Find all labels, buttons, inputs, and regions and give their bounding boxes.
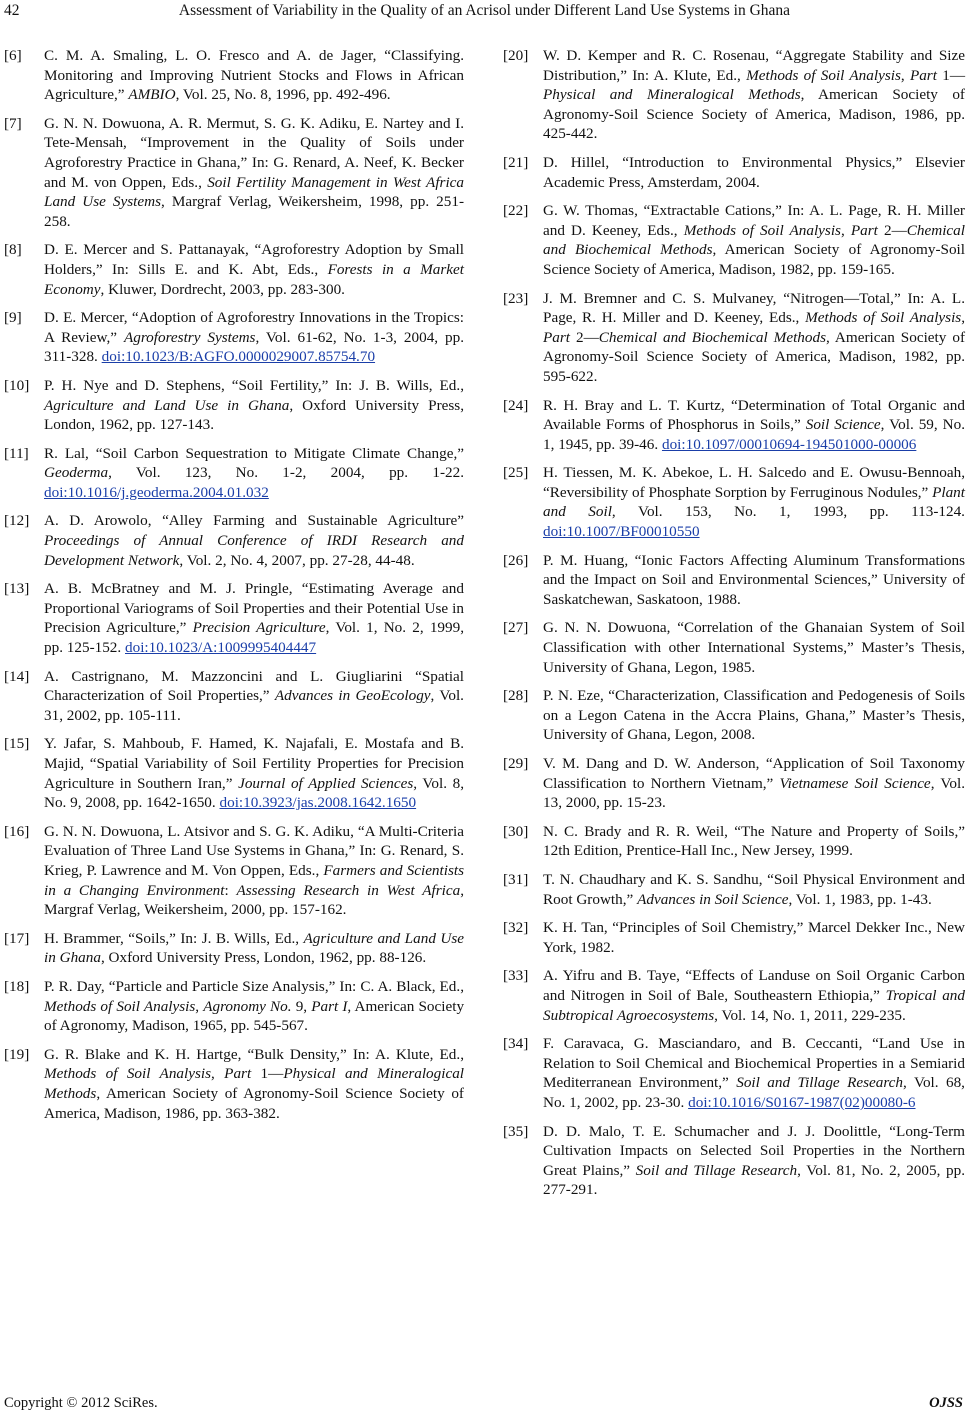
reference-item xyxy=(4,308,464,367)
reference-text-segment: R. Lal, “Soil Carbon Sequestration to Mitigate Climate Change,” xyxy=(44,444,464,462)
reference-italic-title: Part xyxy=(909,66,937,84)
reference-text xyxy=(543,46,965,144)
reference-text-segment: , Margraf Verlag, Weikersheim, 1998, pp. 251-258. xyxy=(44,193,464,230)
reference-text-segment: , Oxford University Press, London, 1962, pp. 127-143. xyxy=(44,396,464,434)
reference-item xyxy=(4,579,464,657)
reference-number: [31] xyxy=(503,870,529,888)
reference-text-segment: , xyxy=(840,221,851,239)
reference-text-segment: , xyxy=(211,1065,225,1083)
reference-item xyxy=(4,734,464,812)
reference-item xyxy=(503,1034,965,1112)
reference-text-segment: A. Yifru and B. Taye, “Effects of Landuse on Soil Organic Carbon and Nitrogen in Soil of Bale, Southeastern Ethiopia,” xyxy=(543,967,965,1004)
reference-text-segment: , Vol. 31, 2002, pp. 105-111. xyxy=(44,687,464,724)
reference-text xyxy=(44,667,464,726)
reference-text-segment: D. Hillel, “Introduction to Environmental Physics,” Elsevier Academic Press, Amsterdam, 2004. xyxy=(543,153,965,191)
reference-item xyxy=(4,46,464,105)
reference-italic-title: Soil and Tillage Research xyxy=(635,1161,798,1179)
doi-link[interactable]: doi:10.1023/A:1009995404447 xyxy=(125,639,317,657)
reference-text-segment: , American Society of Agronomy, Madison, 1965, pp. 545-567. xyxy=(44,997,465,1035)
doi-link[interactable]: doi:10.1016/S0167-1987(02)00080-6 xyxy=(688,1093,916,1111)
reference-item xyxy=(4,376,464,435)
reference-text-segment: , Vol. 68, No. 1, 2002, pp. 23-30. xyxy=(543,1074,965,1111)
reference-italic-title: Forests in a Market Economy xyxy=(44,260,465,298)
reference-text xyxy=(44,929,464,968)
reference-number: [8] xyxy=(4,241,22,259)
reference-text-segment: : xyxy=(224,881,237,899)
reference-italic-title: Methods of Soil Analysis xyxy=(683,221,841,239)
reference-text-segment: , American Society of Agronomy-Soil Science Society of America, Madison, 1986, pp. 363-382. xyxy=(44,1084,464,1122)
reference-text-segment: , Vol. 8, No. 9, 2008, pp. 1642-1650. xyxy=(44,774,464,812)
reference-text-segment: , xyxy=(900,66,910,84)
reference-italic-title: Advances in GeoEcology xyxy=(274,687,431,705)
reference-text-segment: D. E. Mercer, “Adoption of Agroforestry Innovations in the Tropics: A Review,” xyxy=(44,309,464,346)
reference-text-segment: 1— xyxy=(936,66,966,84)
reference-text-segment: 2— xyxy=(570,328,599,346)
reference-item xyxy=(4,822,464,920)
reference-item xyxy=(503,46,965,144)
reference-italic-title: Methods of Soil Analysis xyxy=(746,66,901,84)
reference-text-segment: G. W. Thomas, “Extractable Cations,” In: A. L. Page, R. H. Miller and D. Keeney, Eds., xyxy=(543,202,965,239)
reference-text-segment: A. B. McBratney and M. J. Pringle, “Estimating Average and Proportional Variograms of Soil Properties and their Potential Use in Precision Agriculture,” xyxy=(44,580,464,637)
reference-italic-title: Assessing Research in West Africa xyxy=(236,881,461,899)
reference-text-segment: , Vol. 1, No. 2, 1999, pp. 125-152. xyxy=(44,619,465,657)
reference-item xyxy=(4,444,464,503)
reference-number: [27] xyxy=(503,619,529,637)
reference-item xyxy=(503,966,965,1025)
reference-text-segment: R. H. Bray and L. T. Kurtz, “Determination of Total Organic and Available Forms of Phosphorus in Soils,” xyxy=(543,396,965,434)
reference-item xyxy=(503,870,965,909)
doi-link[interactable]: doi:10.1023/B:AGFO.0000029007.85754.70 xyxy=(101,348,376,366)
reference-text xyxy=(543,201,965,279)
reference-text xyxy=(44,511,464,570)
reference-text-segment: 9, xyxy=(291,997,312,1015)
reference-text xyxy=(44,734,464,812)
reference-italic-title: Plant and Soil xyxy=(543,483,965,521)
reference-text-segment: V. M. Dang and D. W. Anderson, “Application of Soil Taxonomy Classification to Northern Vietnam,” xyxy=(543,755,965,792)
reference-text-segment: P. N. Eze, “Characterization, Classification and Pedogenesis of Soils on a Legon Catena in the Accra Plains, Ghana,” Master’s Thesis, University of Ghana, Legon, 2008. xyxy=(543,687,965,744)
reference-text-segment: G. R. Blake and K. H. Hartge, “Bulk Density,” In: A. Klute, Ed., xyxy=(44,1045,464,1063)
reference-item xyxy=(503,822,965,861)
reference-number: [7] xyxy=(4,114,22,132)
reference-text xyxy=(44,308,464,367)
reference-text-segment: , Vol. 153, No. 1, 1993, pp. 113-124. xyxy=(611,503,965,521)
reference-text xyxy=(44,822,464,920)
reference-number: [10] xyxy=(4,376,30,394)
reference-text xyxy=(44,376,464,435)
reference-text xyxy=(44,240,464,299)
reference-text xyxy=(543,153,965,192)
reference-text-segment: , Margraf Verlag, Weikersheim, 2000, pp. 157-162. xyxy=(44,881,464,919)
reference-italic-title: Soil and Tillage Research xyxy=(736,1074,904,1092)
doi-link[interactable]: doi:10.1016/j.geoderma.2004.01.032 xyxy=(44,483,269,501)
reference-italic-title: Soil Fertility Management in West Africa Land Use Systems xyxy=(44,173,464,211)
reference-text xyxy=(543,754,965,813)
reference-text-segment: C. M. A. Smaling, L. O. Fresco and A. de Jager, “Classifying. Monitoring and Improving Nutrient Stocks and Flows in African Agriculture,” xyxy=(44,47,464,104)
reference-text-segment: 1— xyxy=(251,1065,284,1083)
reference-italic-title: Part xyxy=(850,221,878,239)
reference-text xyxy=(543,551,965,610)
reference-text-segment: D. E. Mercer and S. Pattanayak, “Agroforestry Adoption by Small Holders,” In: Sills E. and K. Abt, Eds., xyxy=(44,241,464,278)
reference-number: [35] xyxy=(503,1122,529,1140)
reference-item xyxy=(503,686,965,745)
reference-item xyxy=(503,396,965,455)
reference-number: [18] xyxy=(4,977,30,995)
reference-text xyxy=(543,870,965,909)
reference-number: [29] xyxy=(503,755,529,772)
reference-item xyxy=(4,114,464,232)
reference-number: [24] xyxy=(503,396,529,414)
reference-text xyxy=(44,46,464,105)
reference-text-segment: , Vol. 25, No. 8, 1996, pp. 492-496. xyxy=(175,86,391,104)
reference-text xyxy=(543,1122,965,1200)
reference-italic-title: Physical and Mineralogical Methods xyxy=(543,86,801,104)
reference-text-segment: 2— xyxy=(877,221,907,239)
reference-number: [19] xyxy=(4,1045,30,1063)
reference-text-segment: W. D. Kemper and R. C. Rosenau, “Aggregate Stability and Size Distribution,” In: A. Klute, Ed., xyxy=(543,47,965,84)
reference-text-segment: , American Society of Agronomy-Soil Science Society of America, Madison, 1982, pp. 595-622. xyxy=(543,328,966,385)
reference-number: [33] xyxy=(503,967,529,985)
reference-italic-title: AMBIO xyxy=(128,86,176,104)
reference-text-segment: , American Society of Agronomy-Soil Science Society of America, Madison, 1982, pp. 159-165. xyxy=(543,241,965,278)
reference-text-segment: K. H. Tan, “Principles of Soil Chemistry,” Marcel Dekker Inc., New York, 1982. xyxy=(543,919,965,956)
reference-text-segment: , xyxy=(961,309,965,327)
reference-italic-title: Journal of Applied Sciences xyxy=(238,774,414,792)
reference-italic-title: Methods of Soil Analysis xyxy=(44,1065,212,1083)
reference-text xyxy=(44,114,464,232)
reference-italic-title: Methods of Soil Analysis xyxy=(44,997,196,1015)
reference-text-segment: F. Caravaca, G. Masciandaro, and B. Ceccanti, “Land Use in Relation to Soil Chemical and Biochemical Properties in a Semiarid Mediterranean Environment,” xyxy=(543,1035,965,1092)
reference-text-segment: , Vol. 14, No. 1, 2011, 229-235. xyxy=(714,1006,906,1024)
reference-italic-title: Chemical and Biochemical Methods xyxy=(598,328,826,346)
reference-italic-title: Farmers and Scientists in a Changing Environment xyxy=(44,861,465,899)
reference-item xyxy=(4,240,464,299)
reference-text-segment: P. H. Nye and D. Stephens, “Soil Fertility,” In: J. B. Wills, Ed., xyxy=(44,376,464,394)
running-title: Assessment of Variability in the Quality of an Acrisol under Different Land Use Systems in Ghana xyxy=(178,2,791,19)
reference-item xyxy=(503,918,965,957)
reference-number: [9] xyxy=(4,309,22,327)
reference-italic-title: Agronomy No. xyxy=(203,997,292,1015)
reference-number: [16] xyxy=(4,822,30,840)
reference-number: [32] xyxy=(503,919,529,937)
reference-text xyxy=(543,1034,965,1112)
reference-number: [20] xyxy=(503,47,529,64)
reference-item xyxy=(503,754,965,813)
reference-item xyxy=(503,551,965,610)
reference-text xyxy=(543,686,965,745)
reference-italic-title: Agriculture and Land Use in Ghana xyxy=(44,929,465,967)
reference-text-segment: , xyxy=(195,997,204,1015)
reference-number: [13] xyxy=(4,580,30,598)
reference-text-segment: , Vol. 123, No. 1-2, 2004, pp. 1-22. xyxy=(108,464,464,482)
references-right-column xyxy=(503,46,965,1209)
reference-text xyxy=(44,977,464,1036)
reference-text-segment: , Vol. 61-62, No. 1-3, 2004, pp. 311-328. xyxy=(44,328,465,366)
reference-text-segment: N. C. Brady and R. R. Weil, “The Nature and Property of Soils,” 12th Edition, Prentice-Hall Inc., New Jersey, 1999. xyxy=(543,822,965,860)
reference-text-segment: , Vol. 59, No. 1, 1945, pp. 39-46. xyxy=(543,416,966,453)
reference-text-segment: , American Society of Agronomy-Soil Science Society of America, Madison, 1986, pp. 425-442. xyxy=(543,86,965,143)
copyright-notice: Copyright © 2012 SciRes. xyxy=(4,1395,158,1411)
reference-item xyxy=(503,153,965,192)
reference-number: [28] xyxy=(503,687,529,705)
reference-number: [17] xyxy=(4,929,30,947)
reference-italic-title: Agriculture and Land Use in Ghana xyxy=(44,396,290,414)
doi-link[interactable]: doi:10.3923/jas.2008.1642.1650 xyxy=(219,794,417,812)
reference-italic-title: Tropical and Subtropical Agroecosystems xyxy=(543,986,965,1024)
reference-item xyxy=(4,1045,464,1123)
reference-text-segment: G. N. N. Dowuona, “Correlation of the Ghanaian System of Soil Classification with other International Systems,” Master’s Thesis, University of Ghana, Legon, 1985. xyxy=(543,619,965,676)
reference-italic-title: Part xyxy=(224,1065,252,1083)
page-footer xyxy=(0,1393,969,1413)
reference-italic-title: Geoderma xyxy=(44,464,109,482)
reference-item xyxy=(503,463,965,541)
reference-number: [22] xyxy=(503,202,529,220)
reference-item xyxy=(4,667,464,726)
reference-text-segment: P. M. Huang, “Ionic Factors Affecting Aluminum Transformations and the Impact on Soil and Environmental Sciences,” University of Saskatchewan, Saskatoon, 1988. xyxy=(543,551,965,608)
reference-item xyxy=(503,201,965,279)
reference-text xyxy=(543,966,965,1025)
reference-text-segment: , Kluwer, Dordrecht, 2003, pp. 283-300. xyxy=(100,280,345,298)
journal-abbreviation: OJSS xyxy=(929,1395,963,1411)
reference-text-segment: G. N. N. Dowuona, L. Atsivor and S. G. K. Adiku, “A Multi-Criteria Evaluation of Three Land Use Systems in Ghana,” In: G. Renard, S. Krieg, P. Lawrence and M. Von Oppen, Eds., xyxy=(44,822,464,879)
reference-text xyxy=(543,396,965,455)
reference-item xyxy=(4,511,464,570)
reference-text xyxy=(543,463,965,541)
reference-italic-title: Precision Agriculture xyxy=(192,619,326,637)
reference-number: [15] xyxy=(4,735,30,753)
reference-item xyxy=(4,977,464,1036)
reference-text-segment: J. M. Bremner and C. S. Mulvaney, “Nitrogen—Total,” In: A. L. Page, R. H. Miller and D. Keeney, Eds., xyxy=(543,289,965,327)
reference-text xyxy=(44,444,464,503)
reference-italic-title: Part xyxy=(543,328,571,346)
reference-italic-title: Chemical and Biochemical Methods xyxy=(543,221,965,259)
reference-text xyxy=(543,618,965,677)
reference-number: [6] xyxy=(4,47,22,64)
reference-italic-title: Methods of Soil Analysis xyxy=(805,309,962,327)
reference-number: [30] xyxy=(503,822,529,840)
references-left-column xyxy=(4,46,464,1132)
reference-number: [12] xyxy=(4,512,30,530)
reference-text-segment: H. Tiessen, M. K. Abekoe, L. H. Salcedo and E. Owusu-Bennoah, “Reversibility of Phosphate Sorption by Ferruginous Nodules,” xyxy=(543,464,965,501)
page-number: 42 xyxy=(4,2,20,19)
reference-text-segment: D. D. Malo, T. E. Schumacher and J. J. Doolittle, “Long-Term Cultivation Impacts on Selected Soil Properties in the Northern Great Plains,” xyxy=(543,1122,965,1179)
reference-italic-title: Soil Science xyxy=(805,416,881,434)
reference-text xyxy=(543,822,965,861)
reference-number: [34] xyxy=(503,1035,529,1053)
reference-text-segment: , Vol. 1, 1983, pp. 1-43. xyxy=(788,890,932,908)
reference-italic-title: Physical and Mineralogical Methods xyxy=(44,1065,465,1102)
reference-text-segment: , Vol. 2, No. 4, 2007, pp. 27-28, 44-48. xyxy=(179,551,415,569)
reference-item xyxy=(503,1122,965,1200)
reference-text xyxy=(543,289,965,387)
reference-number: [21] xyxy=(503,153,529,171)
reference-number: [11] xyxy=(4,444,29,462)
reference-number: [14] xyxy=(4,667,30,685)
reference-text-segment: G. N. N. Dowuona, A. R. Mermut, S. G. K. Adiku, E. Nartey and I. Tete-Mensah, “Improvement in the Quality of Soils under Agroforestry Practice in Ghana,” In: G. Renard, A. Neef, K. Becker and M. von Oppen, Eds., xyxy=(44,114,464,191)
reference-text-segment: , Oxford University Press, London, 1962, pp. 88-126. xyxy=(100,949,427,967)
reference-item xyxy=(4,929,464,968)
reference-text xyxy=(44,1045,464,1123)
reference-number: [25] xyxy=(503,464,529,482)
reference-text-segment: P. R. Day, “Particle and Particle Size Analysis,” In: C. A. Black, Ed., xyxy=(44,977,464,995)
reference-number: [26] xyxy=(503,551,529,569)
reference-italic-title: Advances in Soil Science xyxy=(637,890,789,908)
reference-text-segment: A. Castrignano, M. Mazzoncini and L. Giugliarini “Spatial Characterization of Soil Properties,” xyxy=(44,667,464,705)
reference-italic-title: Part I xyxy=(311,997,348,1015)
reference-italic-title: Proceedings of Annual Conference of IRDI Research and Development Network xyxy=(44,532,464,569)
reference-text xyxy=(543,918,965,957)
doi-link[interactable]: doi:10.1097/00010694-194501000-00006 xyxy=(661,435,917,453)
reference-text-segment: T. N. Chaudhary and K. S. Sandhu, “Soil Physical Environment and Root Growth,” xyxy=(543,870,965,908)
doi-link[interactable]: doi:10.1007/BF00010550 xyxy=(543,523,700,541)
page-header xyxy=(0,0,969,22)
reference-italic-title: Vietnamese Soil Science xyxy=(779,774,931,792)
reference-text-segment: Y. Jafar, S. Mahboub, F. Hamed, K. Najafali, E. Mostafa and B. Majid, “Spatial Variability of Soil Fertility Properties for Precision Agriculture in Southern Iran,” xyxy=(44,735,464,792)
reference-number: [23] xyxy=(503,289,529,307)
reference-text xyxy=(44,579,464,657)
reference-text-segment: A. D. Arowolo, “Alley Farming and Sustainable Agriculture” xyxy=(44,512,464,530)
reference-text-segment: , Vol. 13, 2000, pp. 15-23. xyxy=(543,774,965,812)
reference-text-segment: H. Brammer, “Soils,” In: J. B. Wills, Ed., xyxy=(44,929,304,947)
reference-item xyxy=(503,289,965,387)
reference-item xyxy=(503,618,965,677)
reference-text-segment: , Vol. 81, No. 2, 2005, pp. 277-291. xyxy=(543,1161,965,1199)
reference-italic-title: Agroforestry Systems xyxy=(123,328,256,346)
